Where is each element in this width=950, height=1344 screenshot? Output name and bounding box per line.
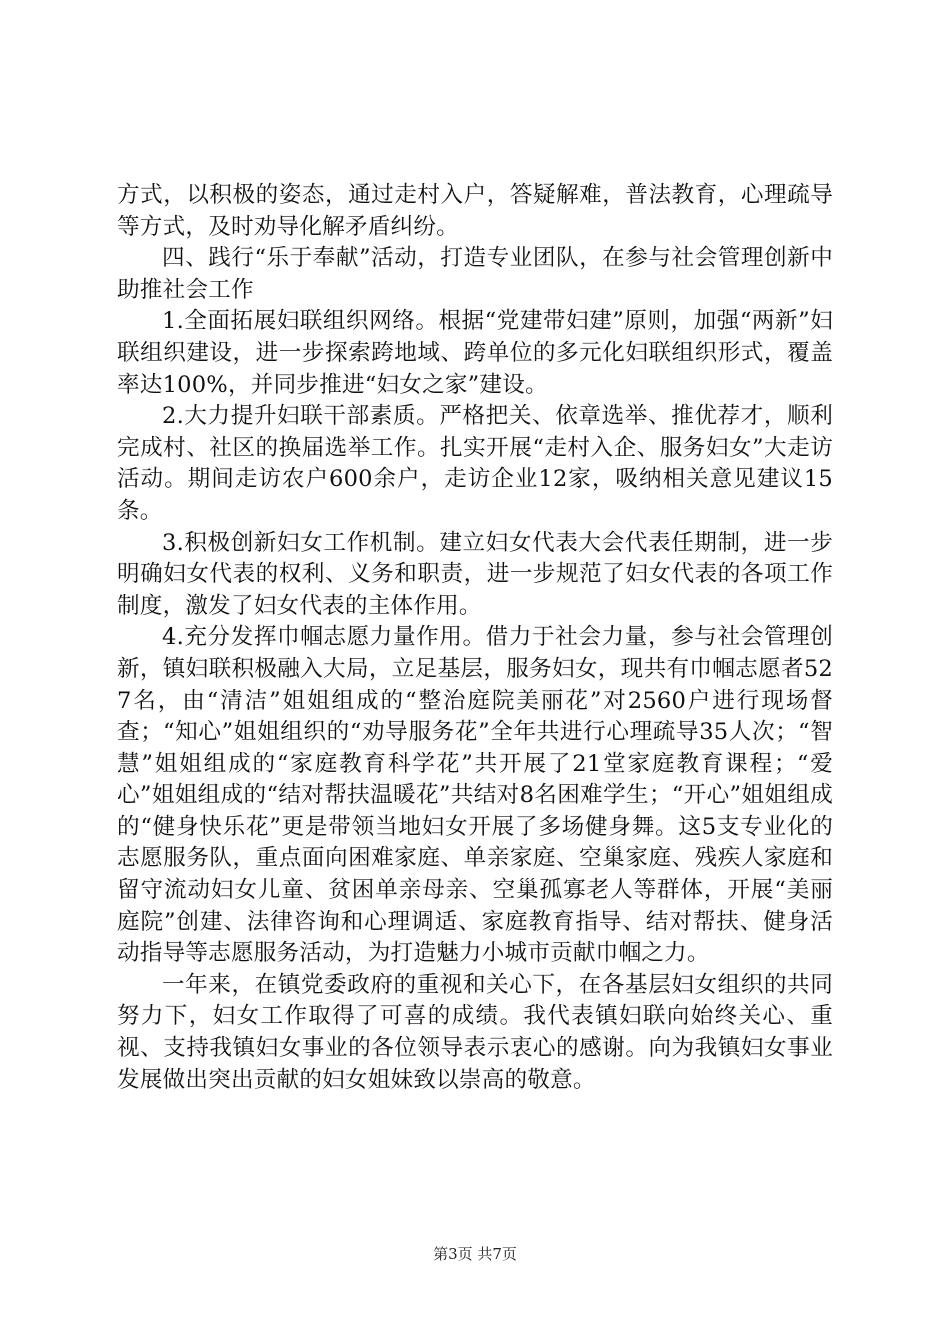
section-heading-four: 四、践行“乐于奉献”活动，打造专业团队，在参与社会管理创新中助推社会工作 (117, 245, 833, 303)
paragraph-item-2: 2.大力提升妇联干部素质。严格把关、依章选举、推优荐才，顺利完成村、社区的换届选举工作。扎实开展“走村入企、服务妇女”大走访活动。期间走访农户600余户，走访企业12家，吸纳相关意见建议15条。 (117, 403, 833, 524)
paragraph-item-1: 1.全面拓展妇联组织网络。根据“党建带妇建”原则，加强“两新”妇联组织建设，进一步探索跨地域、跨单位的多元化妇联组织形式，覆盖率达100%，并同步推进“妇女之家”建设。 (117, 308, 833, 398)
page-number-footer: 第3页 共7页 (433, 1245, 517, 1263)
paragraph-item-3: 3.积极创新妇女工作机制。建立妇女代表大会代表任期制，进一步明确妇女代表的权利、义务和职责，进一步规范了妇女代表的各项工作制度，激发了妇女代表的主体作用。 (117, 529, 833, 619)
paragraph-conclusion: 一年来，在镇党委政府的重视和关心下，在各基层妇女组织的共同努力下，妇女工作取得了可喜的成绩。我代表镇妇联向始终关心、重视、支持我镇妇女事业的各位领导表示衷心的感谢。向为我镇妇女事业发展做出突出贡献的妇女姐妹致以崇高的敬意。 (117, 971, 833, 1093)
paragraph-item-4: 4.充分发挥巾帼志愿力量作用。借力于社会力量，参与社会管理创新，镇妇联积极融入大局，立足基层，服务妇女，现共有巾帼志愿者527名，由“清洁”姐姐组成的“整治庭院美丽花”对2560户进行现场督查；“知心”姐姐组织的“劝导服务花”全年共进行心理疏导35人次；“智慧”姐姐组成的“家庭教育科学花”共开展了21堂家庭教育课程；“爱心”姐姐组成的“结对帮扶温暖花”共结对8名困难学生；“开心”姐姐组成的“健身快乐花”更是带领当地妇女开展了多场健身舞。这5支专业化的志愿服务队，重点面向困难家庭、单亲家庭、空巢家庭、残疾人家庭和留守流动妇女儿童、贫困单亲母亲、空巢孤寡老人等群体，开展“美丽庭院”创建、法律咨询和心理调适、家庭教育指导、结对帮扶、健身活动指导等志愿服务活动，为打造魅力小城市贡献巾帼之力。 (117, 624, 833, 967)
paragraph-continuation: 方式，以积极的姿态，通过走村入户，答疑解难，普法教育，心理疏导等方式，及时劝导化解矛盾纠纷。 (117, 182, 833, 240)
document-body (117, 180, 833, 1096)
